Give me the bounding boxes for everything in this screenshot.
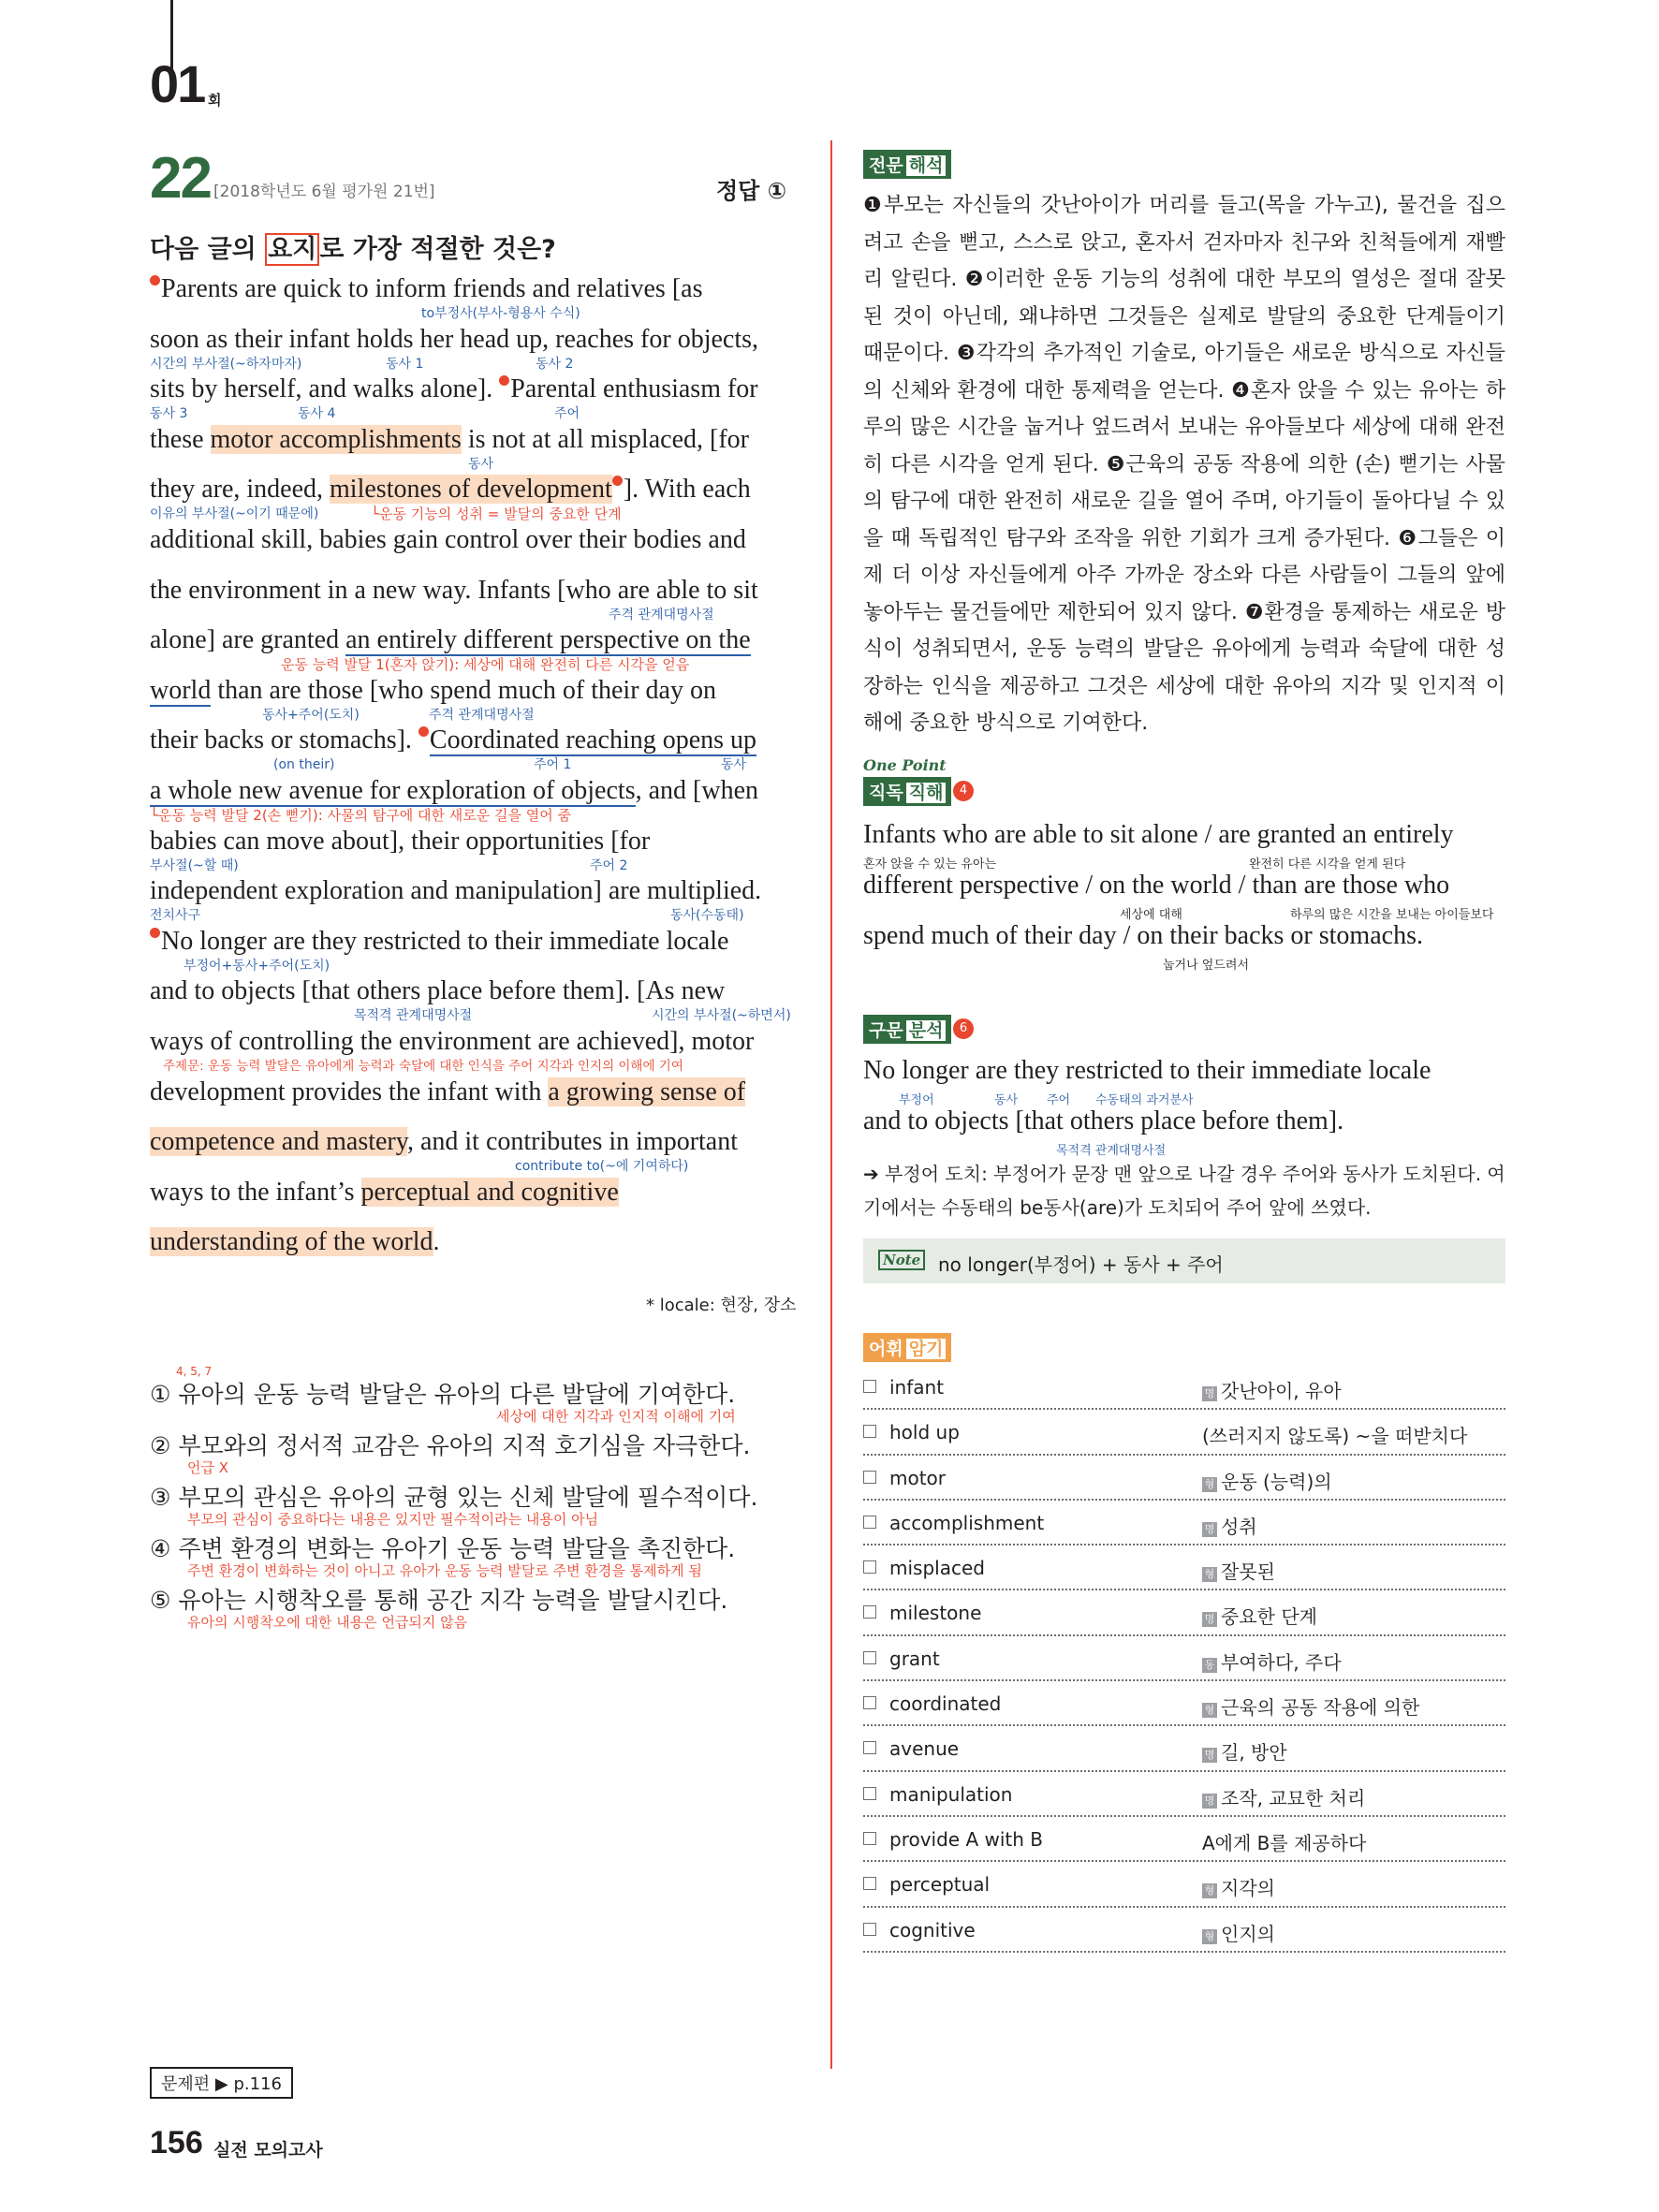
option-5[interactable]: ⑤ 유아는 시행착오를 통해 공간 지각 능력을 발달시킨다. 유아의 시행착오에 대한 내용은 언급되지 않음 [150,1587,728,1631]
answer-label: 정답 ① [716,178,787,204]
part-of-speech-badge: 명 [1202,1612,1217,1627]
option-1[interactable]: ① 유아의 운동 능력 발달은 유아의 다른 발달에 기여한다. 세상에 대한 지각과 인지적 이해에 기여 [150,1381,736,1425]
part-of-speech-badge: 형 [1202,1703,1217,1718]
option-3[interactable]: ③ 부모의 관심은 유아의 균형 있는 신체 발달에 필수적이다. 부모의 관심이 중요하다는 내용은 있지만 필수적이라는 내용이 아님 [150,1484,758,1528]
direct-reading-tag: 직독 직해 [863,777,951,806]
part-of-speech-badge: 형 [1202,1929,1217,1944]
sentence-marker-icon [612,476,623,486]
vocab-row [863,1456,1505,1501]
vocab-word: grant [889,1647,940,1670]
part-of-speech-badge: 명 [1202,1748,1217,1763]
keyword-box: 요지 [265,233,319,266]
vocab-word: perceptual [889,1873,991,1897]
vocab-meaning: 형 운동 (능력)의 [1202,1467,1332,1494]
round-number: 01 [150,54,205,113]
question-prompt: 다음 글의 요지 로 가장 적절한 것은? [150,235,556,264]
vocab-meaning: 명 성취 [1202,1512,1257,1539]
vocab-row [863,1681,1505,1726]
vocab-meaning: 명 조작, 교묘한 처리 [1202,1783,1365,1810]
checkbox-icon[interactable] [863,1741,876,1754]
checkbox-icon[interactable] [863,1605,876,1619]
vocab-word: coordinated [889,1692,1002,1716]
part-of-speech-badge: 명 [1202,1386,1217,1401]
note-box [863,1238,1505,1283]
vocab-meaning: 명 길, 방안 [1202,1737,1287,1765]
vocab-meaning: 형 지각의 [1202,1873,1275,1900]
vocab-meaning: 형 잘못된 [1202,1557,1275,1584]
option-2[interactable]: ② 부모와의 정서적 교감은 유아의 지적 호기심을 자극한다. 언급 X [150,1432,751,1476]
vocab-word: motor [889,1466,947,1489]
workbook-page-ref[interactable]: 문제편 ▶ p.116 [150,2067,293,2099]
part-of-speech-badge: 형 [1202,1567,1217,1582]
note-label: Note [878,1250,925,1270]
vocab-list [863,1365,1505,1953]
vocab-word: milestone [889,1602,982,1625]
syntax-tag: 구문 분석 [863,1015,951,1044]
question-number: 22 [150,146,211,211]
footnote: * locale: 현장, 장소 [646,1296,797,1315]
vocab-meaning: 명 중요한 단계 [1202,1602,1317,1629]
syntax-line-2: and to objects [that others place before them]. [863,1106,1344,1135]
vocab-meaning: 형 인지의 [1202,1919,1275,1946]
sentence-marker-icon [150,928,160,938]
option-4[interactable]: ④ 주변 환경의 변화는 유아기 운동 능력 발달을 촉진한다. 주변 환경이 변화하는 것이 아니고 유아가 운동 능력 발달로 주변 환경을 통제하게 됨 [150,1535,736,1579]
checkbox-icon[interactable] [863,1651,876,1664]
vocab-row [863,1726,1505,1771]
checkbox-icon[interactable] [863,1877,876,1890]
vocab-word: provide A with B [889,1827,1044,1851]
vocab-row [863,1817,1505,1862]
checkbox-icon[interactable] [863,1560,876,1574]
vocab-row [863,1862,1505,1907]
part-of-speech-badge: 명 [1202,1522,1217,1537]
vocab-meaning: A에게 B를 제공하다 [1202,1831,1367,1854]
direct-line-1: Infants who are able to sit alone / are granted an entirely [863,820,1454,849]
vocab-row [863,1365,1505,1410]
syntax-sentence-badge: 6 [953,1018,974,1039]
checkbox-icon[interactable] [863,1787,876,1800]
syntax-explanation: ➔ 부정어 도치: 부정어가 문장 맨 앞으로 나갈 경우 주어와 동사가 도치된다. 여기에서는 수동태의 be동사(are)가 도치되어 주어 앞에 쓰였다. [863,1163,1505,1219]
vocab-row [863,1636,1505,1681]
vocab-row [863,1908,1505,1953]
part-of-speech-badge: 동 [1202,1658,1217,1673]
direct-line-2: different perspective / on the world / than are those who [863,871,1450,900]
sentence-marker-icon [418,726,429,737]
syntax-line-1: No longer are they restricted to their immediate locale [863,1056,1431,1085]
checkbox-icon[interactable] [863,1425,876,1438]
sentence-marker-icon [499,375,509,386]
part-of-speech-badge: 명 [1202,1794,1217,1809]
column-divider [830,140,832,2069]
part-of-speech-badge: 형 [1202,1883,1217,1898]
question-source: [2018학년도 6월 평가원 21번] [213,183,435,201]
vocab-row [863,1545,1505,1590]
checkbox-icon[interactable] [863,1471,876,1484]
part-of-speech-badge: 형 [1202,1477,1217,1492]
vocab-word: avenue [889,1737,960,1761]
page-number: 156 [150,2125,203,2161]
direct-line-3: spend much of their day / on their backs or stomachs. [863,921,1423,950]
one-point-label: One Point [863,756,947,774]
sentence-marker-icon [150,275,160,286]
direct-sentence-badge: 4 [953,781,974,801]
round-suffix: 회 [208,92,222,109]
vocab-word: hold up [889,1421,960,1444]
option-markers: 4, 5, 7 [176,1365,213,1378]
vocab-row [863,1410,1505,1455]
vocab-row [863,1501,1505,1545]
checkbox-icon[interactable] [863,1516,876,1529]
passage: Parents are quick to inform friends and relatives [as to부정사(부사-형용사 수식) soon as their infant holds her head up, reaches for objects, 시간의 부사절(~하자마자) 동사 1 동사 2 sits by herself, and walks alone]. Parental enthusiasm for 동사 3 동사 4 주어 these motor accomplishments is not at all misplaced, [for 동사 they are, indeed, milestones of development ]. With each 이유의 부사절(~이기 때문에) └운동 기능의 성취 = 발달의 중요한 단계 additional skill, babies gain control over their bodies and the environment in a new way. Infants [who are able to sit 주격 관계대명사절 alone] are granted an entirely different perspective on the 운동 능력 발달 1(혼자 앉기): 세상에 대해 완전히 다른 시각을 얻음 world than are those [who spend much of their day on 동사+주어(도치) 주격 관계대명사절 their backs or stomachs]. Coordinated reaching opens up (on their) 주어 1 동사 a whole new avenue for exploration of objects, and [when └운동 능력 발달 2(손 뻗기): 사물의 탐구에 대한 새로운 길을 열어 줌 babies can move about], their opportunities [for 부사절(~할 때) 주어 2 independent exploration and manipulation] are multiplied. 전치사구 동사(수동태) No longer are they restricted to their immediate locale 부정어+동사+주어(도치) and to objects [that others place before them]. [As new 목적격 관계대명사절 시간의 부사절(~하면서) ways of controlling the environment are achieved], motor 주제문: 운동 능력 발달은 유아에게 능력과 숙달에 대한 인식을 주어 지각과 인지의 이해에 기여 development provides the infant with a growing sense of competence and mastery, and it contributes in important contribute to(~에 기여하다) ways to the infant’s perceptual and cognitive understanding of the world. [150,274,791,1257]
page-title: 실전 모의고사 [213,2140,323,2161]
vocab-meaning: 형 근육의 공동 작용에 의한 [1202,1692,1419,1720]
translation-tag: 전문 해석 [863,150,951,179]
answer-options [150,1376,796,1633]
checkbox-icon[interactable] [863,1832,876,1845]
vocab-row [863,1590,1505,1635]
vocab-meaning: 명 갓난아이, 유아 [1202,1376,1342,1403]
checkbox-icon[interactable] [863,1923,876,1936]
vocab-word: manipulation [889,1782,1013,1806]
full-translation: ❶부모는 자신들의 갓난아이가 머리를 들고(목을 가누고), 물건을 집으려고 손을 뻗고, 스스로 앉고, 혼자서 걷자마자 친구와 친척들에게 재빨리 알린다. ❷이러한 운동 기능의 성취에 대한 부모의 열성은 절대 잘못된 것이 아닌데, 왜냐하면 그것들은 실제로 발달의 중요한 단계들이기 때문이다. ❸각각의 추가적인 기술로, 아기들은 새로운 방식으로 자신들의 신체와 환경에 대한 통제력을 얻는다. ❹혼자 앉을 수 있는 유아는 하루의 많은 시간을 눕거나 엎드려서 보내는 유아들보다 세상에 대해 완전히 다른 시각을 얻게 된다. ❺근육의 공동 작용에 의한 (손) 뻗기는 사물의 탐구에 대한 완전히 새로운 길을 열어 주며, 아기들이 돌아다닐 수 있을 때 독립적인 탐구와 조작을 위한 기회가 크게 증가된다. ❻그들은 이제 더 이상 자신들에게 아주 가까운 장소와 다른 사람들이 그들의 앞에 놓아두는 물건들에만 제한되어 있지 않다. ❼환경을 통제하는 새로운 방식이 성취되면서, 운동 능력의 발달은 유아에게 능력과 숙달에 대한 성장하는 인식을 제공하고 그것은 세상에 대한 유아의 지각 및 인지적 이해에 중요한 방식으로 기여한다. [863,194,1505,735]
vocab-meaning: 동 부여하다, 주다 [1202,1648,1342,1675]
vocab-meaning: (쓰러지지 않도록) ~을 떠받치다 [1202,1425,1468,1448]
checkbox-icon[interactable] [863,1696,876,1709]
vocab-tag: 어휘 암기 [863,1333,951,1362]
vocab-word: accomplishment [889,1511,1045,1534]
vocab-word: infant [889,1376,945,1399]
vocab-word: cognitive [889,1918,976,1941]
vocab-word: misplaced [889,1557,985,1580]
vocab-row [863,1772,1505,1817]
checkbox-icon[interactable] [863,1380,876,1393]
note-text: no longer(부정어) + 동사 + 주어 [938,1253,1224,1276]
